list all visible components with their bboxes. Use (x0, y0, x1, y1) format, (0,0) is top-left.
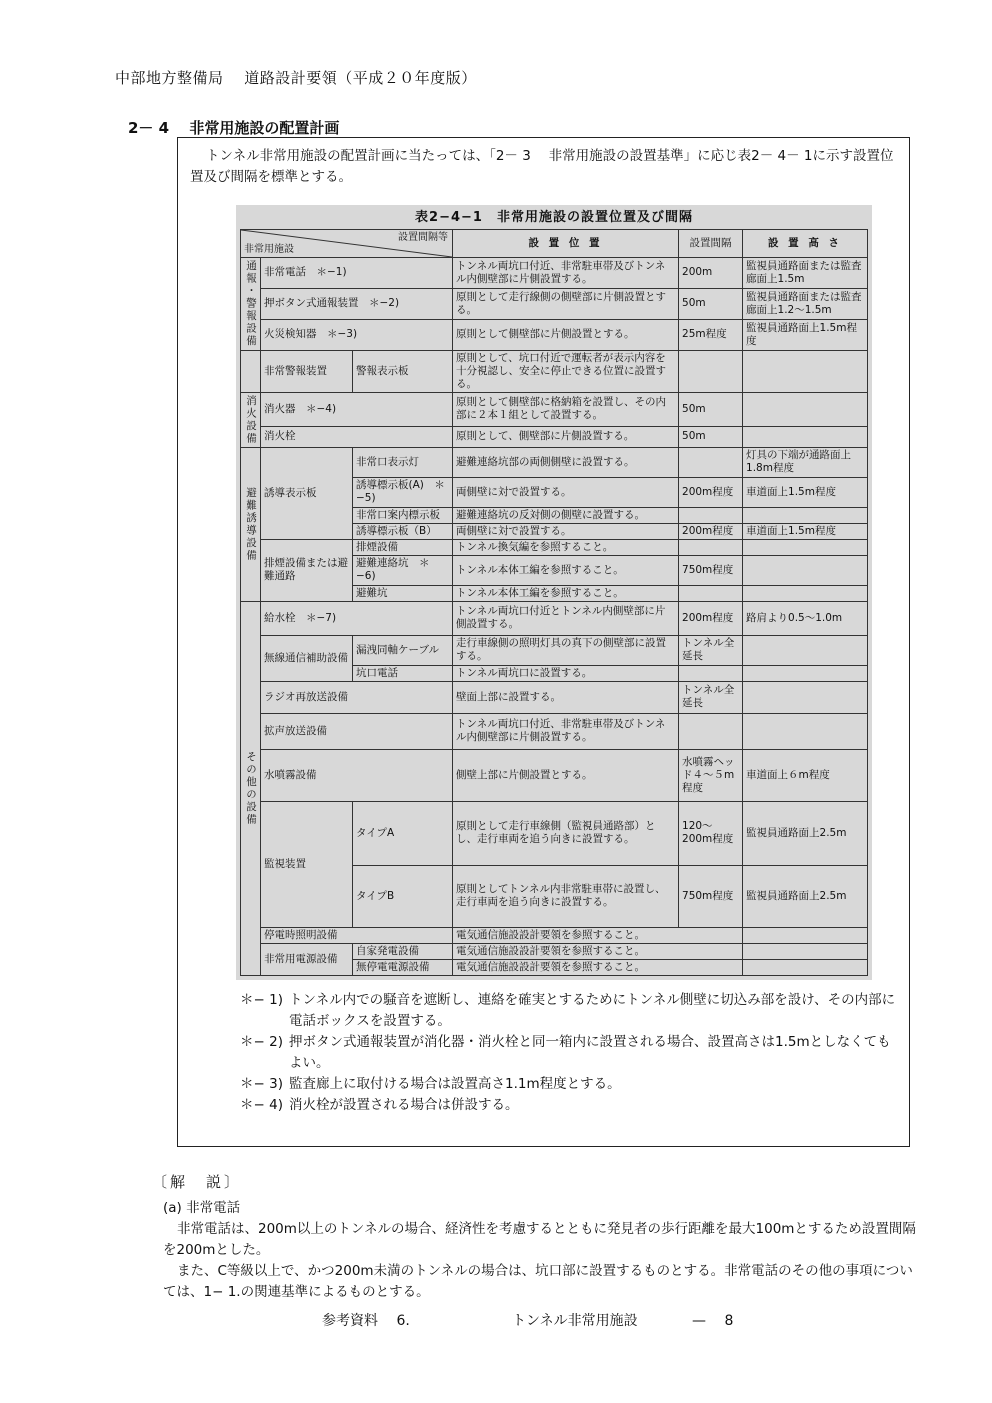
position-cell: 原則として側壁部に片側設置とする。 (453, 319, 679, 350)
facility-name: 無線通信補助設備 (261, 635, 353, 681)
table-row (241, 350, 868, 392)
facility-name: 押ボタン式通報装置 ＊−2) (261, 288, 453, 319)
facility-name: 非常用電源設備 (261, 943, 353, 975)
height-cell (743, 350, 868, 392)
interval-cell (679, 539, 743, 555)
table-row (241, 635, 868, 665)
facility-subname: タイプB (353, 865, 453, 927)
height-cell: 路肩より0.5〜1.0m (743, 601, 868, 635)
group-label: 消火設備 (241, 392, 261, 447)
commentary-paragraph: また、C等級以上で、かつ200m未満のトンネルの場合は、坑口部に設置するものとする。非常電話のその他の事項については、1− 1.の関連基準によるものとする。 (163, 1263, 913, 1300)
group-label: 避難誘導設備 (241, 447, 261, 601)
facility-table-scan (236, 205, 872, 980)
footnote-mark: ＊− 1) (240, 992, 283, 1008)
table-row (241, 601, 868, 635)
col-position: 設 置 位 置 (453, 230, 679, 258)
table-row (241, 288, 868, 319)
facility-subname: 非常口案内標示板 (353, 507, 453, 523)
footnote-text: トンネル内での騒音を遮断し、連絡を確実とするためにトンネル側壁に切込み部を設け、その内部に電話ボックスを設置する。 (289, 992, 896, 1029)
height-cell: 監視員通路面または監査廊面上1.2〜1.5m (743, 288, 868, 319)
height-cell (743, 943, 868, 959)
position-cell: 壁面上部に設置する。 (453, 681, 679, 713)
facility-subname: 避難連絡坑 ＊−6) (353, 555, 453, 585)
footnote-text: 監査廊上に取付ける場合は設置高さ1.1m程度とする。 (289, 1076, 621, 1092)
footnote-text: 消火栓が設置される場合は併設する。 (289, 1097, 519, 1113)
interval-cell (679, 665, 743, 681)
height-cell (743, 539, 868, 555)
table-row (241, 927, 868, 943)
position-cell: トンネル両坑口に設置する。 (453, 665, 679, 681)
facility-name: 給水栓 ＊−7) (261, 601, 453, 635)
position-cell: トンネル本体工編を参照すること。 (453, 555, 679, 585)
interval-cell: 120〜200m程度 (679, 801, 743, 865)
facility-subname: 避難坑 (353, 585, 453, 601)
group-label: 通報・警報設備 (241, 258, 261, 351)
height-cell (743, 507, 868, 523)
height-cell: 車道面上６m程度 (743, 749, 868, 801)
height-cell: 車道面上1.5m程度 (743, 477, 868, 507)
interval-cell: 200m (679, 258, 743, 289)
interval-cell: 200m程度 (679, 523, 743, 539)
footnote-mark: ＊− 2) (240, 1034, 283, 1050)
footer-title: トンネル非常用施設 (512, 1313, 638, 1329)
position-cell: 両側壁に対で設置する。 (453, 523, 679, 539)
intro-paragraph: トンネル非常用施設の配置計画に当たっては、「2－ 3 非常用施設の設置基準」に応じ表2－ 4－ 1に示す設置位置及び間隔を標準とする。 (190, 148, 894, 185)
table-row (241, 447, 868, 477)
section-title: 2－ 4 非常用施設の配置計画 (128, 119, 340, 137)
header-facility-label: 非常用施設 (244, 244, 294, 255)
position-cell: 避難連絡坑部の両側側壁に設置する。 (453, 447, 679, 477)
position-cell: 原則として走行線側の側壁部に片側設置とする。 (453, 288, 679, 319)
table-row (241, 801, 868, 865)
col-interval: 設置間隔 (679, 230, 743, 258)
col-height: 設 置 高 さ (743, 230, 868, 258)
facility-subname: 誘導標示板（B） (353, 523, 453, 539)
position-cell: 電気通信施設設計要領を参照すること。 (453, 959, 743, 975)
facility-name: 非常電話 ＊−1) (261, 258, 453, 289)
facility-name: 消火栓 (261, 426, 453, 447)
position-cell: 原則として走行車線側（監視員通路部）とし、走行車両を追う向きに設置する。 (453, 801, 679, 865)
position-cell: 原則として、坑口付近で運転者が表示内容を十分視認し、安全に停止できる位置に設置する。 (453, 350, 679, 392)
height-cell: 監視員通路面上1.5m程度 (743, 319, 868, 350)
position-cell: トンネル両坑口付近、非常駐車帯及びトンネル内側壁部に片側設置する。 (453, 258, 679, 289)
header-diagonal-cell (241, 230, 453, 258)
interval-cell: 水噴霧ヘッド４〜５m程度 (679, 749, 743, 801)
position-cell: トンネル本体工編を参照すること。 (453, 585, 679, 601)
interval-cell: 50m (679, 426, 743, 447)
facility-name: 停電時照明設備 (261, 927, 453, 943)
facility-name: 監視装置 (261, 801, 353, 927)
height-cell (743, 426, 868, 447)
footnotes (240, 990, 900, 1116)
facility-table (240, 229, 868, 976)
position-cell: 原則として側壁部に格納箱を設置し、その内部に２本１組として設置する。 (453, 392, 679, 426)
position-cell: トンネル両坑口付近とトンネル内側壁部に片側設置する。 (453, 601, 679, 635)
facility-subname: 警報表示板 (353, 350, 453, 392)
position-cell: 電気通信施設設計要領を参照すること。 (453, 927, 743, 943)
facility-name: 非常警報装置 (261, 350, 353, 392)
interval-cell: 200m程度 (679, 477, 743, 507)
position-cell: 避難連絡坑の反対側の側壁に設置する。 (453, 507, 679, 523)
commentary-title: 〔解 説〕 (152, 1173, 243, 1191)
height-cell (743, 635, 868, 665)
table-row (241, 539, 868, 555)
header-interval-label: 設置間隔等 (398, 232, 449, 243)
footer-reference: 参考資料 6. (322, 1313, 410, 1329)
facility-subname: 排煙設備 (353, 539, 453, 555)
interval-cell: 50m (679, 288, 743, 319)
footnote (240, 1095, 900, 1116)
facility-subname: 漏洩同軸ケーブル (353, 635, 453, 665)
facility-subname: 自家発電設備 (353, 943, 453, 959)
facility-name: 消火器 ＊−4) (261, 392, 453, 426)
position-cell: 側壁上部に片側設置とする。 (453, 749, 679, 801)
height-cell: 灯具の下端が通路面上1.8m程度 (743, 447, 868, 477)
table-row (241, 319, 868, 350)
facility-subname: 非常口表示灯 (353, 447, 453, 477)
height-cell (743, 585, 868, 601)
page-number: — 8 (692, 1313, 734, 1329)
height-cell: 監視員通路面上2.5m (743, 801, 868, 865)
interval-cell (679, 585, 743, 601)
interval-cell: 50m (679, 392, 743, 426)
table-row (241, 426, 868, 447)
group-label: その他の設備 (241, 601, 261, 975)
group-label (241, 350, 261, 392)
interval-cell: 750m程度 (679, 555, 743, 585)
facility-subname: 無停電電源設備 (353, 959, 453, 975)
table-row (241, 258, 868, 289)
facility-subname: 誘導標示板(A) ＊−5) (353, 477, 453, 507)
table-header-row (241, 230, 868, 258)
facility-name: 排煙設備または避難通路 (261, 539, 353, 601)
position-cell: 原則としてトンネル内非常駐車帯に設置し、走行車両を追う向きに設置する。 (453, 865, 679, 927)
position-cell: トンネル換気編を参照すること。 (453, 539, 679, 555)
position-cell: 電気通信施設設計要領を参照すること。 (453, 943, 743, 959)
interval-cell (679, 350, 743, 392)
height-cell (743, 959, 868, 975)
page-footer (322, 1310, 782, 1330)
interval-cell: 25m程度 (679, 319, 743, 350)
position-cell: 両側壁に対で設置する。 (453, 477, 679, 507)
footnote (240, 990, 900, 1032)
table-row (241, 681, 868, 713)
interval-cell: 200m程度 (679, 601, 743, 635)
height-cell: 監視員通路面上2.5m (743, 865, 868, 927)
position-cell: 走行車線側の照明灯具の真下の側壁部に設置する。 (453, 635, 679, 665)
facility-name: 誘導表示板 (261, 447, 353, 539)
facility-name: 火災検知器 ＊−3) (261, 319, 453, 350)
height-cell: 車道面上1.5m程度 (743, 523, 868, 539)
table-row (241, 713, 868, 749)
document-header: 中部地方整備局 道路設計要領（平成２０年度版） (115, 69, 477, 87)
commentary-paragraph: 非常電話は、200m以上のトンネルの場合、経済性を考慮するとともに発見者の歩行距離を最大100mとするため設置間隔を200mとした。 (163, 1221, 916, 1258)
interval-cell (679, 713, 743, 749)
height-cell: 監視員通路面または監査廊面上1.5m (743, 258, 868, 289)
facility-subname: 坑口電話 (353, 665, 453, 681)
height-cell (743, 681, 868, 713)
height-cell (743, 555, 868, 585)
facility-name: 拡声放送設備 (261, 713, 453, 749)
footnote-mark: ＊− 4) (240, 1097, 283, 1113)
position-cell: トンネル両坑口付近、非常駐車帯及びトンネル内側壁部に片側設置する。 (453, 713, 679, 749)
table-row (241, 943, 868, 959)
footnote-mark: ＊− 3) (240, 1076, 283, 1092)
commentary-body (163, 1198, 923, 1303)
interval-cell: トンネル全延長 (679, 635, 743, 665)
table-row (241, 392, 868, 426)
height-cell (743, 713, 868, 749)
interval-cell (679, 447, 743, 477)
interval-cell: 750m程度 (679, 865, 743, 927)
position-cell: 原則として、側壁部に片側設置する。 (453, 426, 679, 447)
height-cell (743, 927, 868, 943)
facility-subname: タイプA (353, 801, 453, 865)
interval-cell: トンネル全延長 (679, 681, 743, 713)
commentary-subheading: (a) 非常電話 (163, 1200, 241, 1216)
facility-name: 水噴霧設備 (261, 749, 453, 801)
table-row (241, 749, 868, 801)
footnote-text: 押ボタン式通報装置が消化器・消火栓と同一箱内に設置される場合、設置高さは1.5mとしなくてもよい。 (289, 1034, 891, 1071)
interval-cell (679, 507, 743, 523)
facility-name: ラジオ再放送設備 (261, 681, 453, 713)
footnote (240, 1032, 900, 1074)
table-caption: 表2−4−1 非常用施設の設置位置及び間隔 (415, 210, 693, 225)
height-cell (743, 392, 868, 426)
height-cell (743, 665, 868, 681)
footnote (240, 1074, 900, 1095)
